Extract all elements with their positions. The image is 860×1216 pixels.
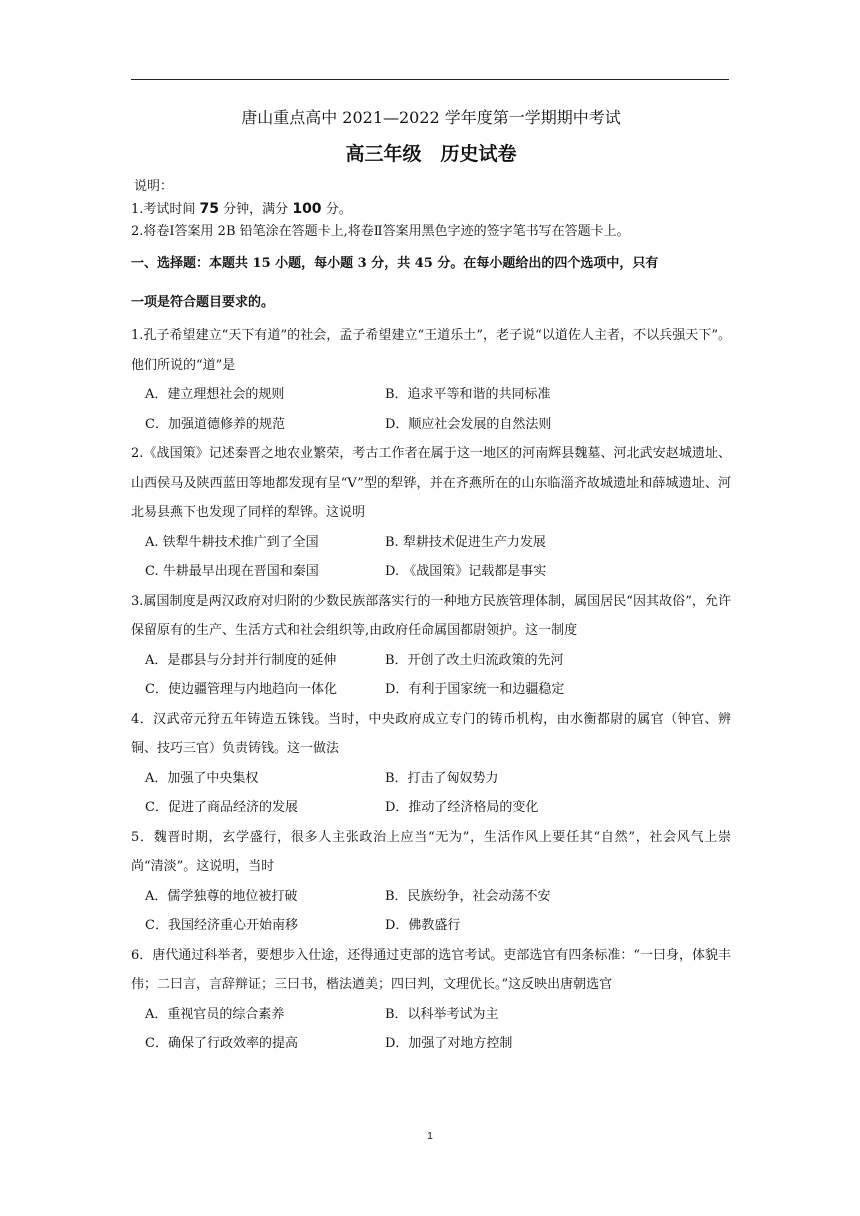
option-a: A．建立理想社会的规则 [145,387,285,402]
option-row [131,528,731,558]
option-row [131,1029,731,1059]
question-3 [131,587,731,705]
question-6 [131,941,731,1059]
exam-title: 唐山重点高中 2021—2022 学年度第一学期期中考试 [241,108,621,127]
option-c: C．加强道德修养的规范 [145,416,285,432]
option-c: C．我国经济重心开始南移 [145,918,298,933]
option-d: D．顺应社会发展的自然法则 [385,416,552,432]
option-row [131,793,731,823]
question-stem: 2.《战国策》记述秦晋之地农业繁荣，考古工作者在属于这一地区的河南辉县魏墓、河北武安赵城遗址、山西侯马及陕西蓝田等地都发现有呈“V”型的犁铧，并在齐燕所在的山东临淄齐故城遗址和薛城遗址、河北易县燕下也发现了同样的犁铧。这说明 [131,446,731,520]
option-b: B．以科举考试为主 [385,1006,499,1022]
option-c: C．确保了行政效率的提高 [145,1036,298,1051]
instruction-2: 2.将卷Ⅰ答案用 2B 铅笔涂在答题卡上,将卷Ⅱ答案用黑色字迹的签字笔书写在答题卡上。 [131,224,630,239]
question-1 [131,321,731,439]
option-c: C．促进了商品经济的发展 [145,800,298,815]
option-b: B．开创了改土归流政策的先河 [385,652,564,668]
question-stem: 6．唐代通过科举者，要想步入仕途，还得通过吏部的选官考试。吏部选官有四条标准：“一曰身，体貌丰伟；二曰言，言辞辩证；三曰书，楷法遒美；四曰判，文理优长。”这反映出唐朝选官 [131,947,731,992]
instruction-1 [131,198,731,221]
question-stem: 5．魏晋时期，玄学盛行，很多人主张政治上应当“无为”，生活作风上要任其“自然”，社会风气上崇尚“清淡”。这说明，当时 [131,829,731,874]
option-a: A．儒学独尊的地位被打破 [145,888,298,904]
option-row [131,557,731,587]
option-b: B．民族纷争，社会动荡不安 [385,888,551,904]
option-d: D．加强了对地方控制 [385,1036,513,1051]
section-heading-line-1: 一、选择题：本题共 15 小题，每小题 3 分，共 45 分。在每小题给出的四个选项中，只有 [131,256,659,271]
option-b: B. 犁耕技术促进生产力发展 [385,534,546,550]
question-stem: 4．汉武帝元狩五年铸造五铢钱。当时，中央政府成立专门的铸币机构，由水衡都尉的属官（钟官、辨铜、技巧三官）负责铸钱。这一做法 [131,711,731,756]
question-stem: 3.属国制度是两汉政府对归附的少数民族部落实行的一种地方民族管理体制，属国居民“因其故俗”，允许保留原有的生产、生活方式和社会组织等,由政府任命属国都尉领护。这一制度 [131,593,731,638]
option-a: A．重视官员的综合素养 [145,1006,285,1022]
full-score: 100 [292,201,322,217]
option-d: D．有利于国家统一和边疆稳定 [385,682,565,697]
option-row [131,410,731,440]
option-d: D. 《战国策》记载都是事实 [385,564,547,579]
question-5 [131,823,731,941]
option-a: A．加强了中央集权 [145,770,259,786]
option-b: B．追求平等和谐的共同标准 [385,387,551,402]
option-row [131,882,731,912]
option-a: A. 铁犁牛耕技术推广到了全国 [145,534,319,550]
option-d: D．佛教盛行 [385,918,461,933]
option-a: A．是郡县与分封并行制度的延伸 [145,652,337,668]
exam-duration: 75 [199,201,220,217]
instruction-1-prefix: 1.考试时间 [131,202,196,217]
option-row [131,764,731,794]
question-stem: 1.孔子希望建立“天下有道”的社会，孟子希望建立“王道乐土”，老子说“以道佐人主者，不以兵强天下”。他们所说的“道”是 [131,328,731,373]
exam-subtitle: 高三年级 历史试卷 [345,143,517,165]
page-number: 1 [427,1131,433,1142]
option-row [131,380,731,410]
header-rule [131,79,729,80]
question-4 [131,705,731,823]
question-2 [131,439,731,587]
option-b: B．打击了匈奴势力 [385,770,499,786]
option-row [131,911,731,941]
instruction-1-suffix: 分。 [325,202,352,217]
option-row [131,646,731,676]
instructions-label: 说明： [134,179,174,194]
exam-page [131,100,731,1059]
option-c: C. 牛耕最早出现在晋国和秦国 [145,564,319,579]
section-heading-line-2: 一项是符合题目要求的。 [131,295,275,310]
option-row [131,675,731,705]
option-d: D．推动了经济格局的变化 [385,800,539,815]
instruction-1-mid: 分钟，满分 [223,202,289,217]
option-c: C．使边疆管理与内地趋向一体化 [145,682,337,697]
option-row [131,1000,731,1030]
